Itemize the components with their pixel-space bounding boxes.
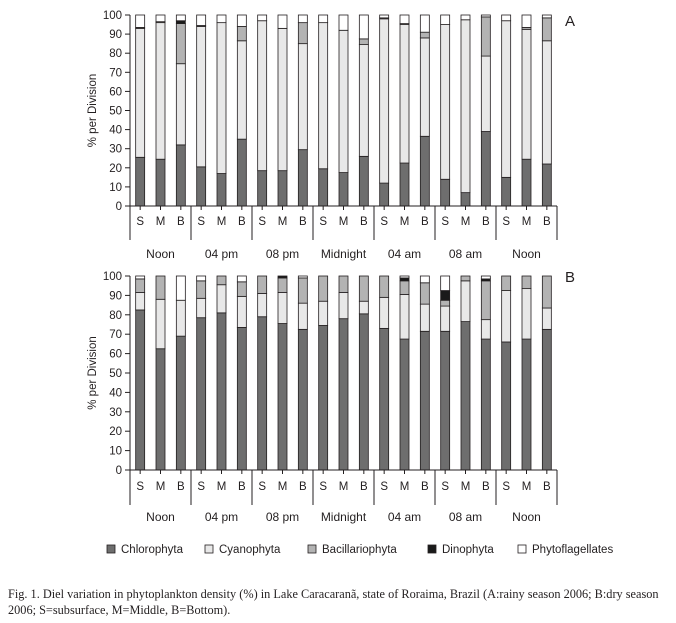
bar-segment-bacillariophyta (359, 39, 368, 45)
bar-segment-phytoflagellates (502, 15, 511, 21)
bar-segment-chlorophyta (420, 331, 429, 470)
x-category-label: B (176, 216, 185, 228)
bar-segment-chlorophyta (258, 317, 267, 470)
bar-segment-cyanophyta (522, 29, 531, 159)
bar-segment-cyanophyta (156, 299, 165, 348)
bar-segment-phytoflagellates (461, 15, 470, 20)
bar-segment-chlorophyta (542, 329, 551, 470)
x-category-label: B (176, 481, 185, 493)
x-category-label: B (542, 481, 551, 493)
x-group-label: Midnight (320, 247, 367, 261)
bar-segment-chlorophyta (176, 336, 185, 470)
bar-segment-dinophyta (278, 276, 287, 278)
bar-segment-cyanophyta (237, 41, 246, 139)
x-category-label: B (542, 216, 551, 228)
y-tick-label: 30 (109, 406, 122, 419)
bar-segment-cyanophyta (176, 300, 185, 336)
legend-label-dinophyta: Dinophyta (442, 544, 494, 556)
bar-segment-cyanophyta (542, 41, 551, 164)
bar-segment-bacillariophyta (217, 276, 226, 285)
x-category-label: M (277, 481, 288, 493)
x-category-label: M (460, 216, 471, 228)
x-category-label: M (399, 216, 410, 228)
legend-swatch-cyanophyta (205, 545, 213, 553)
bar-segment-cyanophyta (441, 25, 450, 180)
legend-label-cyanophyta: Cyanophyta (219, 544, 281, 556)
bar-segment-phytoflagellates (237, 15, 246, 26)
bar-segment-phytoflagellates (217, 15, 226, 23)
bar-segment-cyanophyta (380, 19, 389, 183)
x-category-label: M (460, 481, 471, 493)
bar-segment-bacillariophyta (136, 279, 145, 293)
bar-segment-cyanophyta (339, 30, 348, 172)
x-category-label: M (216, 216, 227, 228)
bar-segment-chlorophyta (197, 167, 206, 206)
bar-segment-cyanophyta (502, 21, 511, 178)
y-axis-label: % per Division (87, 336, 99, 410)
panel-label: B (565, 269, 576, 286)
bar-segment-chlorophyta (278, 171, 287, 206)
x-category-label: B (237, 481, 246, 493)
bar-segment-phytoflagellates (522, 15, 531, 27)
bar-segment-chlorophyta (339, 319, 348, 470)
bar-segment-phytoflagellates (400, 15, 409, 24)
bar-segment-chlorophyta (359, 314, 368, 470)
bar-segment-bacillariophyta (461, 276, 470, 281)
y-tick-label: 10 (109, 445, 122, 458)
bar-segment-cyanophyta (258, 21, 267, 171)
bar-segment-cyanophyta (420, 38, 429, 136)
bar-segment-cyanophyta (441, 306, 450, 331)
y-tick-label: 20 (109, 162, 122, 175)
bar-segment-bacillariophyta (258, 276, 267, 293)
y-tick-label: 50 (109, 105, 122, 118)
bar-segment-chlorophyta (319, 169, 328, 206)
y-tick-label: 50 (109, 368, 122, 380)
bar-segment-bacillariophyta (359, 276, 368, 301)
bar-segment-phytoflagellates (176, 276, 185, 300)
bar-segment-dinophyta (441, 291, 450, 301)
bar-segment-bacillariophyta (176, 24, 185, 64)
bar-segment-phytoflagellates (298, 15, 307, 23)
y-tick-label: 40 (109, 124, 122, 137)
x-category-label: M (216, 481, 227, 493)
bar-segment-bacillariophyta (400, 281, 409, 295)
bar-segment-cyanophyta (461, 281, 470, 322)
y-tick-label: 40 (109, 387, 122, 400)
x-group-label: 04 pm (204, 247, 239, 261)
bar-segment-phytoflagellates (359, 15, 368, 39)
bar-segment-chlorophyta (502, 342, 511, 470)
bar-segment-cyanophyta (217, 23, 226, 174)
bar-segment-cyanophyta (502, 291, 511, 342)
legend-swatch-bacillariophyta (308, 545, 316, 553)
bar-segment-chlorophyta (441, 179, 450, 206)
y-tick-label: 0 (115, 465, 122, 477)
legend-swatch-dinophyta (428, 545, 436, 553)
x-category-label: S (136, 216, 145, 228)
bar-segment-bacillariophyta (481, 281, 490, 320)
x-category-label: S (502, 216, 511, 228)
legend-label-chlorophyta: Chlorophyta (121, 544, 184, 556)
bar-segment-chlorophyta (461, 322, 470, 470)
bar-segment-phytoflagellates (136, 15, 145, 27)
x-category-label: M (155, 216, 166, 228)
bar-segment-cyanophyta (359, 301, 368, 314)
bar-segment-bacillariophyta (542, 18, 551, 41)
bar-segment-chlorophyta (197, 318, 206, 470)
bar-segment-phytoflagellates (339, 15, 348, 30)
x-category-label: S (319, 481, 328, 493)
bar-segment-chlorophyta (339, 173, 348, 206)
x-group-label: 04 am (387, 247, 422, 261)
x-category-label: M (399, 481, 410, 493)
x-category-label: M (338, 216, 349, 228)
bar-segment-bacillariophyta (339, 276, 348, 292)
bar-segment-phytoflagellates (298, 276, 307, 278)
x-category-label: B (298, 216, 307, 228)
bar-segment-phytoflagellates (481, 15, 490, 17)
bar-segment-chlorophyta (156, 159, 165, 206)
bar-segment-cyanophyta (481, 56, 490, 131)
bar-segment-bacillariophyta (481, 17, 490, 56)
x-category-label: S (197, 216, 206, 228)
bar-segment-chlorophyta (217, 313, 226, 470)
x-category-label: S (319, 216, 328, 228)
y-tick-label: 80 (109, 309, 122, 322)
x-group-label: 04 pm (204, 510, 239, 524)
x-group-label: Midnight (320, 510, 367, 524)
y-tick-label: 70 (109, 67, 122, 80)
y-tick-label: 70 (109, 329, 122, 342)
x-category-label: B (420, 216, 429, 228)
bar-segment-chlorophyta (176, 145, 185, 206)
bar-segment-chlorophyta (278, 324, 287, 470)
bar-segment-cyanophyta (400, 294, 409, 339)
bar-segment-phytoflagellates (278, 15, 287, 28)
y-tick-label: 10 (109, 181, 122, 194)
y-tick-label: 0 (115, 201, 122, 213)
x-category-label: B (481, 481, 490, 493)
bar-segment-phytoflagellates (481, 276, 490, 279)
bar-segment-chlorophyta (298, 329, 307, 470)
y-tick-label: 90 (109, 290, 122, 303)
x-group-label: 08 pm (265, 510, 300, 524)
x-category-label: B (298, 481, 307, 493)
bar-segment-cyanophyta (217, 285, 226, 313)
bar-segment-chlorophyta (237, 327, 246, 470)
x-category-label: S (441, 216, 450, 228)
legend-swatch-phytoflagellates (518, 545, 526, 553)
y-tick-label: 80 (109, 48, 122, 61)
y-tick-label: 100 (102, 10, 122, 22)
bar-segment-chlorophyta (522, 339, 531, 470)
bar-segment-chlorophyta (319, 325, 328, 470)
bar-segment-cyanophyta (156, 23, 165, 160)
bar-segment-cyanophyta (136, 28, 145, 157)
x-category-label: M (277, 216, 288, 228)
bar-segment-cyanophyta (339, 292, 348, 318)
x-group-label: 08 am (448, 247, 483, 261)
bar-segment-phytoflagellates (420, 276, 429, 283)
bar-segment-bacillariophyta (502, 276, 511, 291)
legend-label-bacillariophyta: Bacillariophyta (322, 544, 397, 556)
legend-label-phytoflagellates: Phytoflagellates (532, 544, 614, 556)
bar-segment-chlorophyta (420, 136, 429, 206)
bar-segment-bacillariophyta (542, 276, 551, 308)
bar-segment-cyanophyta (420, 304, 429, 331)
legend (107, 544, 613, 556)
x-category-label: M (521, 216, 532, 228)
bar-segment-chlorophyta (237, 139, 246, 206)
bar-segment-phytoflagellates (156, 15, 165, 22)
bar-segment-cyanophyta (298, 303, 307, 329)
x-group-label: Noon (146, 247, 175, 261)
bar-segment-cyanophyta (481, 320, 490, 339)
y-axis-label: % per Division (87, 73, 99, 148)
x-category-label: S (136, 481, 145, 493)
bar-segment-dinophyta (176, 21, 185, 24)
bar-segment-cyanophyta (136, 292, 145, 309)
x-group-label: 08 pm (265, 247, 300, 261)
bar-segment-phytoflagellates (237, 276, 246, 282)
bar-segment-bacillariophyta (319, 276, 328, 301)
y-tick-label: 90 (109, 29, 122, 42)
bar-segment-cyanophyta (197, 26, 206, 166)
bar-segment-phytoflagellates (542, 15, 551, 18)
bar-segment-cyanophyta (237, 296, 246, 327)
x-category-label: B (359, 481, 368, 493)
panel-A (87, 10, 575, 261)
bar-segment-chlorophyta (258, 171, 267, 206)
bar-segment-chlorophyta (502, 177, 511, 206)
panel-B (87, 269, 575, 524)
bar-segment-cyanophyta (542, 308, 551, 329)
panel-label: A (565, 13, 576, 30)
x-group-label: Noon (512, 510, 541, 524)
bar-segment-cyanophyta (278, 28, 287, 170)
bar-segment-cyanophyta (359, 45, 368, 157)
x-category-label: S (380, 481, 389, 493)
x-category-label: B (420, 481, 429, 493)
bar-segment-bacillariophyta (420, 32, 429, 38)
bar-segment-chlorophyta (441, 331, 450, 470)
bar-segment-bacillariophyta (380, 276, 389, 297)
bar-segment-bacillariophyta (441, 300, 450, 306)
bar-segment-phytoflagellates (400, 276, 409, 278)
bar-segment-bacillariophyta (420, 283, 429, 304)
bar-segment-phytoflagellates (197, 276, 206, 281)
bar-segment-phytoflagellates (258, 15, 267, 21)
bar-segment-bacillariophyta (278, 278, 287, 293)
bar-segment-chlorophyta (359, 156, 368, 206)
x-category-label: B (481, 216, 490, 228)
bar-segment-cyanophyta (319, 23, 328, 169)
x-category-label: M (521, 481, 532, 493)
bar-segment-phytoflagellates (441, 15, 450, 25)
bar-segment-bacillariophyta (197, 281, 206, 298)
bar-segment-chlorophyta (400, 163, 409, 206)
bar-segment-chlorophyta (542, 164, 551, 206)
bar-segment-cyanophyta (278, 292, 287, 323)
x-group-label: Noon (512, 247, 541, 261)
bar-segment-phytoflagellates (136, 276, 145, 279)
bar-segment-chlorophyta (136, 310, 145, 470)
x-group-label: Noon (146, 510, 175, 524)
y-tick-label: 30 (109, 143, 122, 156)
y-tick-label: 20 (109, 426, 122, 439)
bar-segment-cyanophyta (522, 289, 531, 339)
bar-segment-chlorophyta (156, 349, 165, 470)
figure-caption: Fig. 1. Diel variation in phytoplankton density (%) in Lake Caracaranã, state of Roraima, Brazil (A:rainy season 2006; B:dry season 2006; S=subsurface, M=Middle, B=Bottom). (8, 587, 659, 617)
bar-segment-cyanophyta (176, 64, 185, 145)
bar-segment-dinophyta (400, 278, 409, 281)
x-group-label: 04 am (387, 510, 422, 524)
x-group-label: 08 am (448, 510, 483, 524)
bar-segment-cyanophyta (197, 298, 206, 317)
y-tick-label: 100 (102, 271, 122, 283)
bar-segment-bacillariophyta (522, 276, 531, 289)
bar-segment-cyanophyta (258, 293, 267, 316)
bar-segment-bacillariophyta (237, 282, 246, 297)
x-category-label: S (441, 481, 450, 493)
bar-segment-bacillariophyta (298, 23, 307, 44)
bar-segment-chlorophyta (298, 150, 307, 206)
bar-segment-bacillariophyta (237, 26, 246, 40)
bar-segment-chlorophyta (400, 339, 409, 470)
y-tick-label: 60 (109, 86, 122, 99)
bar-segment-phytoflagellates (176, 15, 185, 21)
bar-segment-cyanophyta (380, 297, 389, 328)
bar-segment-chlorophyta (461, 193, 470, 206)
bar-segment-phytoflagellates (197, 15, 206, 26)
x-category-label: M (155, 481, 166, 493)
bar-segment-phytoflagellates (441, 276, 450, 291)
bar-segment-phytoflagellates (380, 15, 389, 18)
x-category-label: S (258, 481, 267, 493)
bar-segment-cyanophyta (298, 44, 307, 150)
bar-segment-chlorophyta (380, 328, 389, 470)
bar-segment-chlorophyta (522, 159, 531, 206)
bar-segment-cyanophyta (461, 20, 470, 193)
y-tick-label: 60 (109, 348, 122, 361)
x-category-label: S (380, 216, 389, 228)
x-category-label: B (237, 216, 246, 228)
bar-segment-bacillariophyta (298, 278, 307, 303)
x-category-label: S (258, 216, 267, 228)
bar-segment-chlorophyta (136, 157, 145, 206)
bar-segment-bacillariophyta (156, 276, 165, 299)
bar-segment-cyanophyta (400, 25, 409, 163)
x-category-label: S (502, 481, 511, 493)
bar-segment-chlorophyta (380, 183, 389, 206)
bar-segment-chlorophyta (217, 174, 226, 206)
bar-segment-chlorophyta (481, 339, 490, 470)
bar-segment-phytoflagellates (420, 15, 429, 32)
bar-segment-phytoflagellates (319, 15, 328, 23)
x-category-label: M (338, 481, 349, 493)
bar-segment-chlorophyta (481, 132, 490, 206)
x-category-label: S (197, 481, 206, 493)
legend-swatch-chlorophyta (107, 545, 115, 553)
x-category-label: B (359, 216, 368, 228)
bar-segment-cyanophyta (319, 301, 328, 325)
